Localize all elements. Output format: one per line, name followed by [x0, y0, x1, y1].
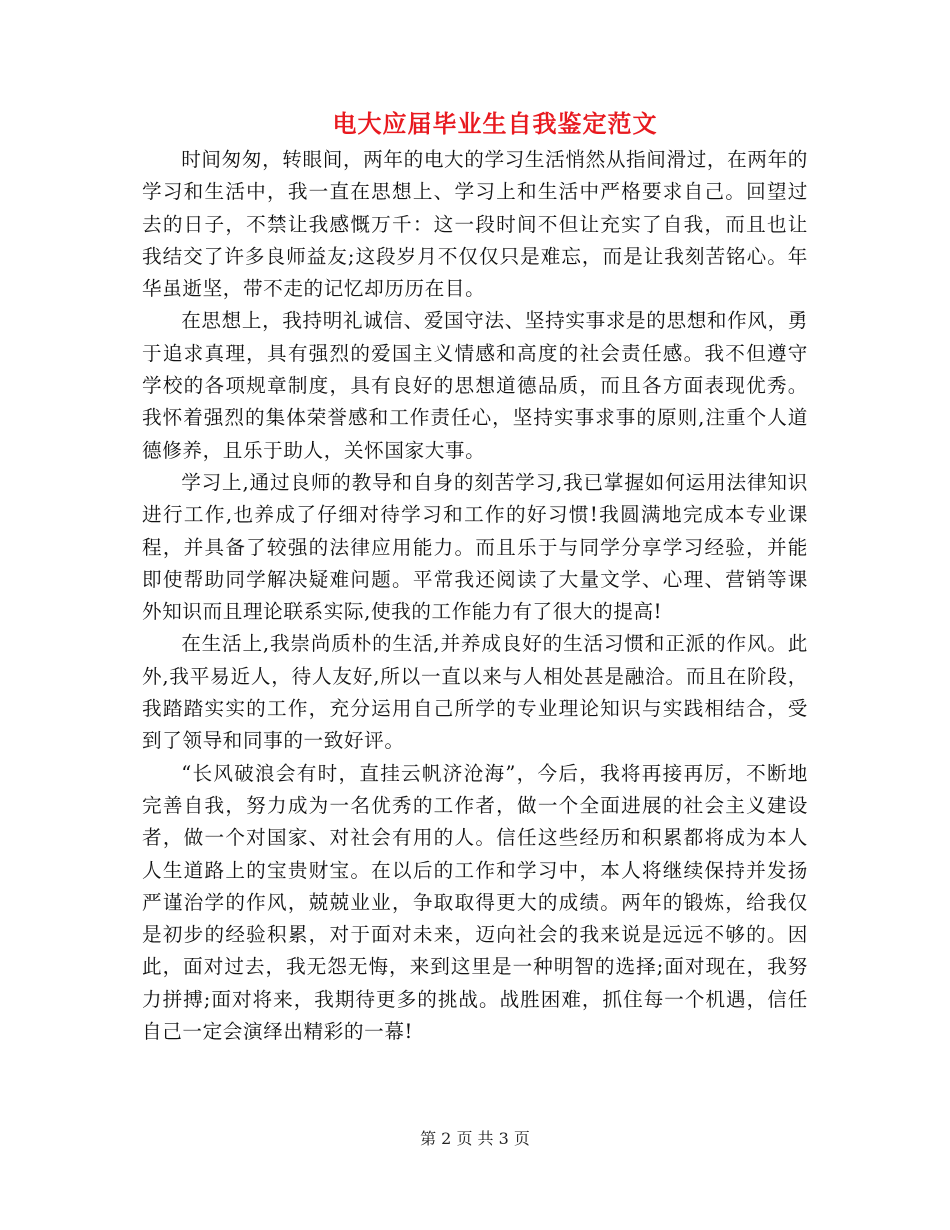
- paragraph-life: 在生活上,我崇尚质朴的生活,并养成良好的生活习惯和正派的作风。此外,我平易近人，待人友好,所以一直以来与人相处甚是融洽。而且在阶段，我踏踏实实的工作，充分运用自己所学的专业理论知识与实践相结合，受到了领导和同事的一致好评。: [142, 632, 808, 753]
- paragraph-future: “长风破浪会有时，直挂云帆济沧海”，今后，我将再接再厉，不断地完善自我，努力成为一名优秀的工作者，做一个全面进展的社会主义建设者，做一个对国家、对社会有用的人。信任这些经历和积累都将成为本人人生道路上的宝贵财宝。在以后的工作和学习中，本人将继续保持并发扬严谨治学的作风，兢兢业业，争取取得更大的成绩。两年的锻炼，给我仅是初步的经验积累，对于面对未来，迈向社会的我来说是远远不够的。因此，面对过去，我无怨无悔，来到这里是一种明智的选择;面对现在，我努力拼搏;面对将来，我期待更多的挑战。战胜困难，抓住每一个机遇，信任自己一定会演绎出精彩的一幕!: [142, 761, 808, 1044]
- paragraph-intro: 时间匆匆，转眼间，两年的电大的学习生活悄然从指间滑过，在两年的学习和生活中，我一直在思想上、学习上和生活中严格要求自己。回望过去的日子，不禁让我感慨万千：这一段时间不但让充实了自我，而且也让我结交了许多良师益友;这段岁月不仅仅只是难忘，而是让我刻苦铭心。年华虽逝坚，带不走的记忆却历历在目。: [142, 148, 808, 301]
- document-body: [142, 144, 808, 1048]
- page-footer: [0, 1128, 950, 1150]
- document-title: 电大应届毕业生自我鉴定范文: [332, 110, 658, 138]
- page-number-label: 第 2 页 共 3 页: [420, 1129, 530, 1148]
- paragraph-study: 学习上,通过良师的教导和自身的刻苦学习,我已掌握如何运用法律知识进行工作,也养成了仔细对待学习和工作的好习惯!我圆满地完成本专业课程，并具备了较强的法律应用能力。而且乐于与同学分享学习经验，并能即使帮助同学解决疑难问题。平常我还阅读了大量文学、心理、营销等课外知识而且理论联系实际,使我的工作能力有了很大的提高!: [142, 470, 808, 624]
- paragraph-ideology: 在思想上，我持明礼诚信、爱国守法、坚持实事求是的思想和作风，勇于追求真理，具有强烈的爱国主义情感和高度的社会责任感。我不但遵守学校的各项规章制度，具有良好的思想道德品质，而且各方面表现优秀。我怀着强烈的集体荣誉感和工作责任心，坚持实事求事的原则,注重个人道德修养，且乐于助人，关怀国家大事。: [142, 309, 808, 462]
